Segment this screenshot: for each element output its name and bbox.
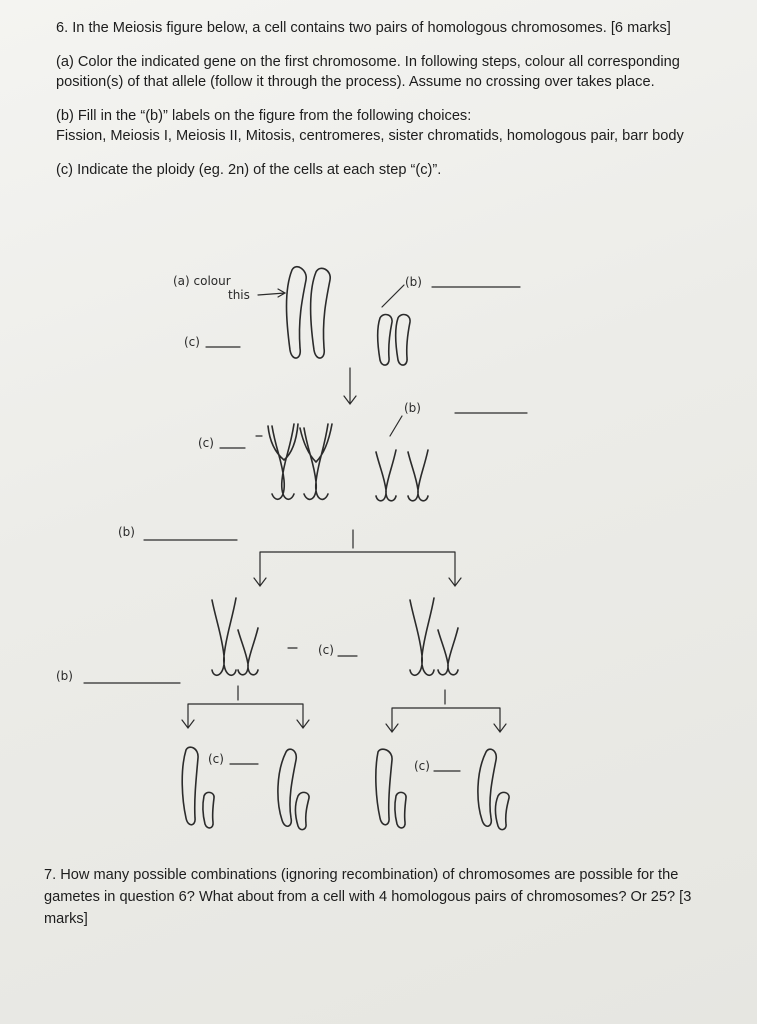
label-c-5: (c) <box>414 759 430 773</box>
question-7-text: 7. How many possible combinations (ignoring recombination) of chromosomes are possible for the gametes in question 6? What about from a cell with 4 homologous pairs of chromosomes? Or 25? [3 marks] <box>44 867 692 927</box>
pointer-b2 <box>390 416 402 436</box>
arrow-down-1-icon <box>344 368 356 404</box>
label-b-1: (b) <box>405 275 422 289</box>
part-b-choices: Fission, Meiosis I, Meiosis II, Mitosis, centromeres, sister chromatids, homologous pair, barr body <box>56 128 684 144</box>
chromosome-top-4 <box>396 315 410 366</box>
chromosome-mid-left-2 <box>238 628 258 675</box>
question-7 <box>44 864 714 930</box>
arrow-this-icon <box>258 289 285 297</box>
label-this: this <box>228 288 250 302</box>
part-a-text: (a) Color the indicated gene on the first chromosome. In following steps, colour all corresponding position(s) of that allele (follow it through the process). Assume no crossing over takes place. <box>56 54 680 90</box>
chromosome-top-1 <box>287 267 307 358</box>
pointer-b1 <box>382 285 404 307</box>
chromosome-mid-right-1 <box>410 598 434 675</box>
gamete-1-chromosome-2 <box>203 792 214 828</box>
gamete-3-chromosome-2 <box>395 792 406 828</box>
part-b-line1: (b) Fill in the “(b)” labels on the figure from the following choices: <box>56 108 472 124</box>
label-c-1: (c) <box>184 335 200 349</box>
chromosome-mid-left-1 <box>212 598 236 675</box>
replicated-chromosome-1 <box>268 424 298 499</box>
label-b-2: (b) <box>404 401 421 415</box>
gamete-3-chromosome-1 <box>376 749 392 825</box>
question-6-title: 6. In the Meiosis figure below, a cell contains two pairs of homologous chromosomes. [6 marks] <box>56 20 671 36</box>
gamete-2-chromosome-1 <box>278 749 296 826</box>
branch-meiosis-2-right <box>386 690 506 732</box>
replicated-chromosome-3 <box>376 450 396 501</box>
label-c-3: (c) <box>318 643 334 657</box>
label-a-colour: (a) colour <box>173 274 231 288</box>
branch-meiosis-2-left <box>182 686 309 728</box>
chromosome-top-3 <box>378 315 392 366</box>
label-c-4: (c) <box>208 752 224 766</box>
replicated-chromosome-4 <box>408 450 428 501</box>
chromosome-top-2 <box>311 268 331 358</box>
gamete-4-chromosome-1 <box>478 749 496 826</box>
gamete-4-chromosome-2 <box>495 792 509 829</box>
gamete-1-chromosome-1 <box>182 747 198 825</box>
label-c-2: (c) <box>198 436 214 450</box>
replicated-chromosome-2 <box>300 424 332 499</box>
label-b-3: (b) <box>118 525 135 539</box>
branch-meiosis-1 <box>254 530 461 586</box>
part-c-text: (c) Indicate the ploidy (eg. 2n) of the cells at each step “(c)”. <box>56 162 442 178</box>
label-b-4: (b) <box>56 669 73 683</box>
chromosome-mid-right-2 <box>438 628 458 675</box>
gamete-2-chromosome-2 <box>295 792 309 829</box>
